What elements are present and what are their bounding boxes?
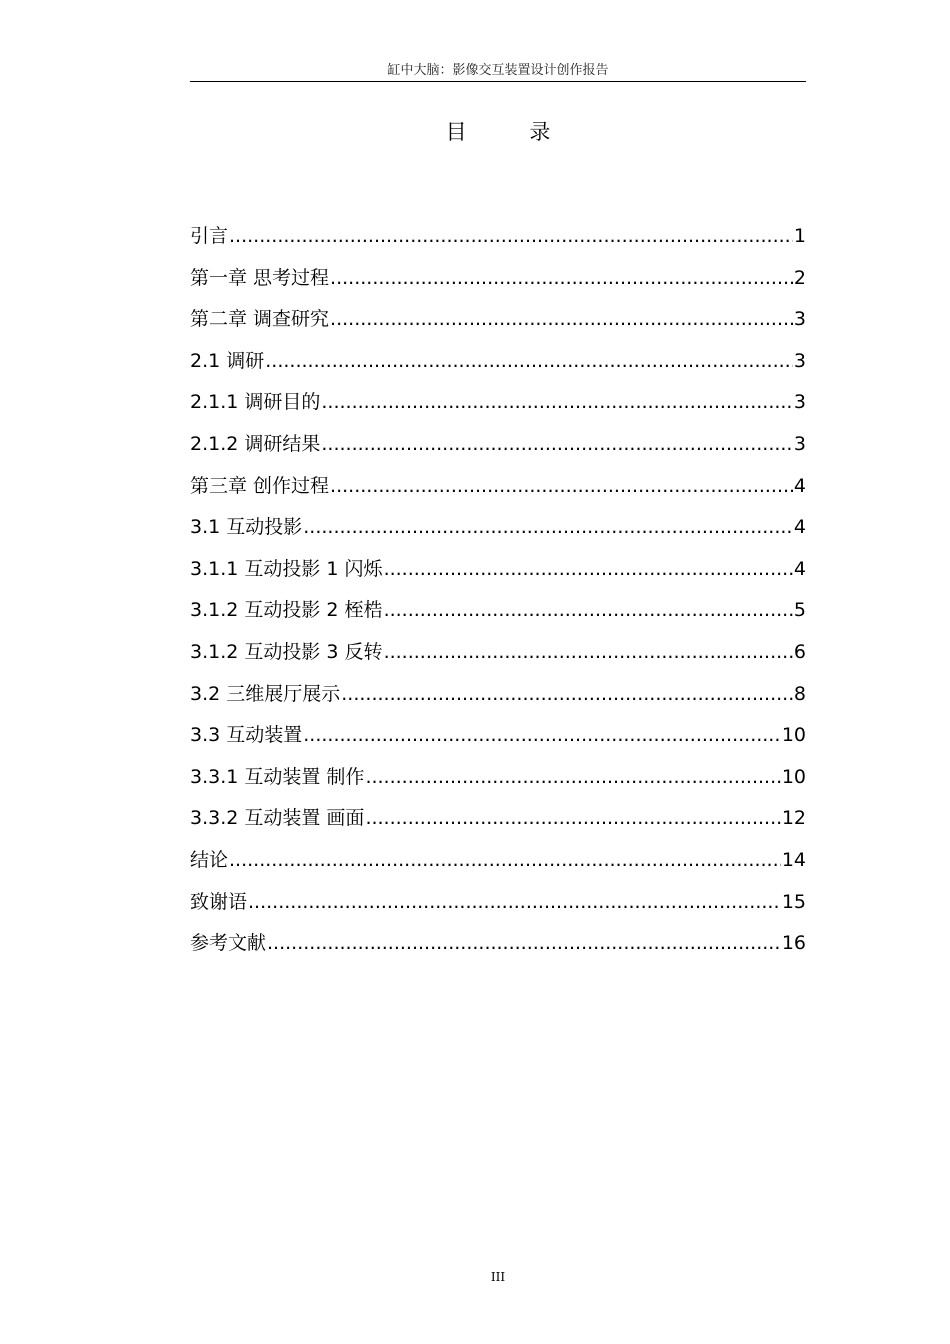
- toc-entry[interactable]: [190, 682, 806, 724]
- dot-leader: [341, 682, 793, 706]
- toc-title: 目 录: [445, 120, 579, 144]
- dot-leader: [384, 640, 793, 664]
- dot-leader: [229, 848, 781, 872]
- toc-entry-page: 14: [781, 848, 806, 871]
- toc-entry-page: 3: [793, 391, 806, 414]
- toc-entry[interactable]: [190, 515, 806, 557]
- toc-entry-label: 第三章 创作过程: [190, 474, 330, 497]
- dot-leader: [365, 765, 780, 789]
- toc-entry-label: 引言: [190, 225, 229, 247]
- toc-entry-page: 12: [781, 807, 806, 830]
- dot-leader: [330, 307, 793, 331]
- toc-entry-page: 3: [793, 308, 806, 331]
- page-number: III: [490, 1270, 506, 1284]
- toc-entry-label: 3.1.1 互动投影 1 闪烁: [190, 557, 383, 580]
- toc-entry-label: 第一章 思考过程: [190, 266, 330, 289]
- toc-entry-page: 16: [781, 932, 806, 955]
- toc-entry-label: 结论: [190, 848, 229, 871]
- toc-entry[interactable]: [190, 432, 806, 474]
- dot-leader: [321, 432, 793, 456]
- toc-entry-page: 1: [793, 225, 806, 247]
- toc-entry[interactable]: [190, 307, 806, 349]
- toc-entry-label: 2.1.2 调研结果: [190, 432, 321, 455]
- toc-entry[interactable]: [190, 598, 806, 640]
- dot-leader: [384, 598, 793, 622]
- toc-entry-page: 8: [793, 682, 806, 705]
- toc-entry-page: 3: [793, 349, 806, 372]
- toc-entry-page: 6: [793, 640, 806, 663]
- toc-entry-page: 10: [781, 724, 806, 747]
- toc-entry-label: 致谢语: [190, 890, 248, 913]
- toc-entry-label: 参考文献: [190, 932, 267, 955]
- dot-leader: [265, 349, 793, 373]
- toc-entry[interactable]: [190, 474, 806, 516]
- toc-entry[interactable]: [190, 640, 806, 682]
- toc-entry-label: 3.3 互动装置: [190, 724, 303, 747]
- toc-entry-label: 3.1 互动投影: [190, 516, 303, 539]
- toc-entry[interactable]: [190, 266, 806, 308]
- toc-entry-page: 10: [781, 765, 806, 788]
- toc-entry-label: 3.3.2 互动装置 画面: [190, 807, 365, 830]
- dot-leader: [229, 224, 793, 248]
- toc-entry[interactable]: [190, 890, 806, 932]
- table-of-contents: [190, 224, 806, 973]
- toc-entry-page: 4: [793, 557, 806, 580]
- toc-entry-label: 3.3.1 互动装置 制作: [190, 765, 365, 788]
- toc-entry-page: 5: [793, 599, 806, 622]
- toc-entry[interactable]: [190, 806, 806, 848]
- toc-entry-page: 15: [781, 890, 806, 913]
- toc-entry-label: 2.1.1 调研目的: [190, 391, 321, 414]
- dot-leader: [365, 806, 780, 830]
- toc-entry-label: 第二章 调查研究: [190, 308, 330, 331]
- toc-entry[interactable]: [190, 390, 806, 432]
- toc-entry[interactable]: [190, 557, 806, 599]
- toc-entry[interactable]: [190, 349, 806, 391]
- toc-entry-page: 4: [793, 516, 806, 539]
- dot-leader: [248, 890, 781, 914]
- dot-leader: [330, 474, 793, 498]
- toc-entry[interactable]: [190, 931, 806, 973]
- running-header: 缸中大脑：影像交互装置设计创作报告: [387, 63, 609, 78]
- toc-entry-page: 4: [793, 474, 806, 497]
- toc-entry-page: 2: [793, 266, 806, 289]
- dot-leader: [384, 557, 793, 581]
- toc-entry-label: 2.1 调研: [190, 349, 265, 372]
- toc-entry[interactable]: [190, 848, 806, 890]
- header-divider: [190, 81, 806, 82]
- toc-entry-page: 3: [793, 432, 806, 455]
- toc-entry-label: 3.1.2 互动投影 3 反转: [190, 640, 383, 663]
- toc-entry[interactable]: [190, 723, 806, 765]
- dot-leader: [303, 515, 793, 539]
- toc-entry-label: 3.2 三维展厅展示: [190, 682, 341, 705]
- dot-leader: [267, 931, 781, 955]
- toc-entry[interactable]: [190, 765, 806, 807]
- dot-leader: [330, 266, 793, 290]
- dot-leader: [303, 723, 781, 747]
- dot-leader: [321, 390, 793, 414]
- toc-entry[interactable]: [190, 224, 806, 266]
- toc-entry-label: 3.1.2 互动投影 2 桎梏: [190, 599, 383, 622]
